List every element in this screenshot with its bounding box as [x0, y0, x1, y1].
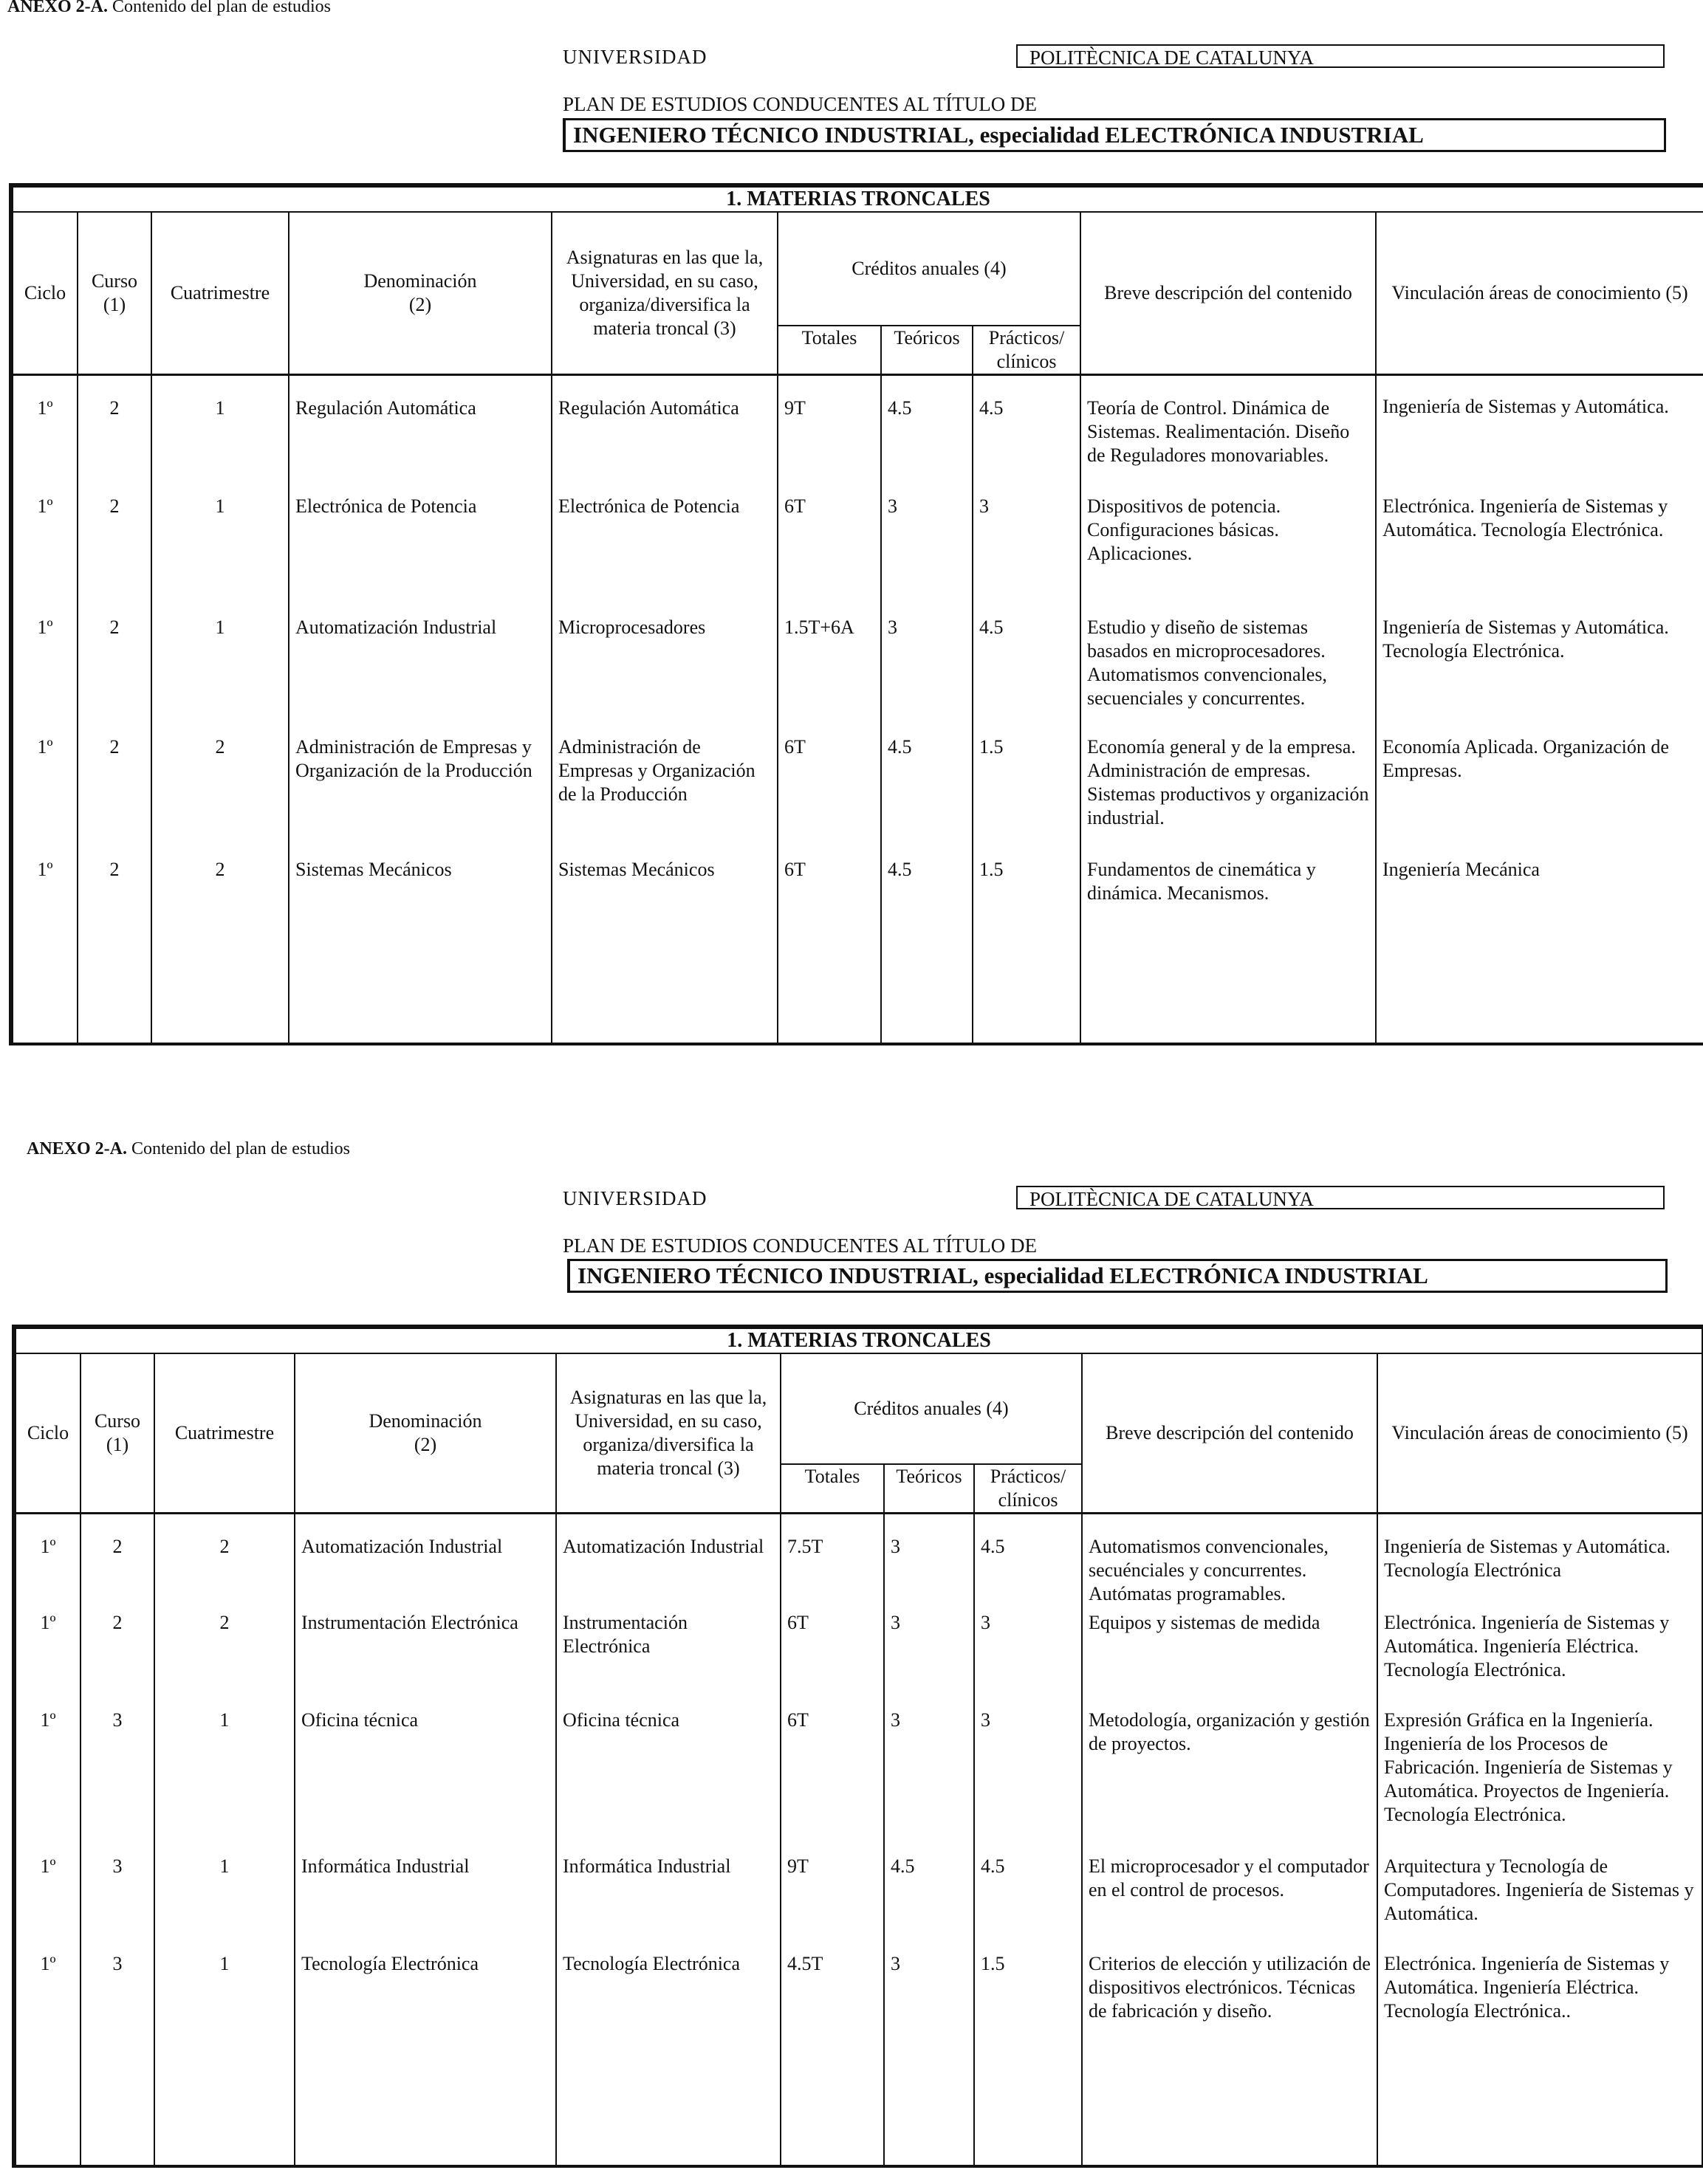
cell-cuatrimestre: 1 — [151, 375, 289, 495]
cell-practicos: 1.5 — [973, 858, 1080, 1043]
cell-teoricos: 3 — [881, 616, 973, 735]
cell-totales: 6T — [778, 735, 881, 858]
cell-vinculacion: Arquitectura y Tecnología de Computadores. Ingeniería de Sistemas y Automática. — [1377, 1855, 1702, 1952]
cell-cuatrimestre: 2 — [154, 1514, 295, 1611]
table-row — [13, 735, 1703, 858]
cell-curso: 2 — [80, 1514, 154, 1611]
cell-totales: 6T — [778, 858, 881, 1043]
cell-teoricos: 3 — [884, 1952, 974, 2166]
cell-descripcion: Equipos y sistemas de medida — [1082, 1611, 1377, 1709]
cell-practicos: 1.5 — [974, 1952, 1082, 2166]
cell-ciclo: 1º — [16, 1514, 80, 1611]
universidad-label: UNIVERSIDAD — [563, 1187, 707, 1209]
cell-practicos: 4.5 — [973, 616, 1080, 735]
cell-denominacion: Regulación Automática — [289, 375, 552, 495]
cell-vinculacion: Ingeniería de Sistemas y Automática. — [1376, 375, 1703, 495]
header-denominacion: Denominación (2) — [295, 1353, 556, 1514]
cell-vinculacion: Electrónica. Ingeniería de Sistemas y Automática. Tecnología Electrónica. — [1376, 495, 1703, 616]
cell-totales: 6T — [778, 495, 881, 616]
cell-denominacion: Tecnología Electrónica — [295, 1952, 556, 2166]
header-practicos: Prácticos/ clínicos — [974, 1464, 1082, 1514]
table-row — [16, 1709, 1702, 1855]
cell-cuatrimestre: 2 — [151, 735, 289, 858]
cell-cuatrimestre: 1 — [154, 1952, 295, 2166]
cell-teoricos: 3 — [881, 495, 973, 616]
cell-denominacion: Administración de Empresas y Organización de la Producción — [289, 735, 552, 858]
cell-asignatura: Administración de Empresas y Organización de la Producción — [552, 735, 778, 858]
header-totales: Totales — [778, 326, 881, 375]
cell-descripcion: Dispositivos de potencia. Configuraciones básicas. Aplicaciones. — [1080, 495, 1376, 616]
cell-cuatrimestre: 2 — [151, 858, 289, 1043]
cell-vinculacion: Ingeniería de Sistemas y Automática. Tecnología Electrónica. — [1376, 616, 1703, 735]
table-row — [16, 1514, 1702, 1611]
cell-curso: 3 — [80, 1709, 154, 1855]
cell-vinculacion: Electrónica. Ingeniería de Sistemas y Automática. Ingeniería Eléctrica. Tecnología Electrónica.. — [1377, 1952, 1702, 2166]
cell-denominacion: Informática Industrial — [295, 1855, 556, 1952]
table-row — [16, 1611, 1702, 1709]
cell-ciclo: 1º — [13, 735, 78, 858]
cell-curso: 3 — [80, 1855, 154, 1952]
cell-denominacion: Sistemas Mecánicos — [289, 858, 552, 1043]
cell-descripcion: Teoría de Control. Dinámica de Sistemas. Realimentación. Diseño de Reguladores monovariables. — [1080, 375, 1376, 495]
cell-vinculacion: Ingeniería Mecánica — [1376, 858, 1703, 1043]
titulo-box: INGENIERO TÉCNICO INDUSTRIAL, especialidad ELECTRÓNICA INDUSTRIAL — [563, 118, 1666, 152]
header-ciclo: Ciclo — [13, 212, 78, 375]
cell-curso: 2 — [78, 616, 151, 735]
cell-denominacion: Oficina técnica — [295, 1709, 556, 1855]
cell-descripcion: Criterios de elección y utilización de dispositivos electrónicos. Técnicas de fabricación y diseño. — [1082, 1952, 1377, 2166]
cell-denominacion: Electrónica de Potencia — [289, 495, 552, 616]
table-caption: 1. MATERIAS TRONCALES — [13, 187, 1703, 212]
cell-descripcion: Metodología, organización y gestión de proyectos. — [1082, 1709, 1377, 1855]
cell-vinculacion: Expresión Gráfica en la Ingeniería. Ingeniería de los Procesos de Fabricación. Ingeniería de Sistemas y Automática. Proyectos de Ingeniería. Tecnología Electrónica. — [1377, 1709, 1702, 1855]
cell-ciclo: 1º — [16, 1952, 80, 2166]
cell-asignatura: Microprocesadores — [552, 616, 778, 735]
plan-label: PLAN DE ESTUDIOS CONDUCENTES AL TÍTULO DE — [563, 93, 1037, 115]
cell-asignatura: Tecnología Electrónica — [556, 1952, 781, 2166]
cell-ciclo: 1º — [13, 858, 78, 1043]
header-creditos: Créditos anuales (4) — [778, 212, 1080, 326]
cell-denominacion: Automatización Industrial — [289, 616, 552, 735]
plan-label: PLAN DE ESTUDIOS CONDUCENTES AL TÍTULO DE — [563, 1234, 1037, 1257]
cell-descripcion: El microprocesador y el computador en el control de procesos. — [1082, 1855, 1377, 1952]
header-curso: Curso (1) — [80, 1353, 154, 1514]
anexo-heading: ANEXO 2-A. Contenido del plan de estudios — [27, 1139, 350, 1158]
cell-practicos: 4.5 — [974, 1855, 1082, 1952]
table-caption: 1. MATERIAS TRONCALES — [16, 1328, 1702, 1353]
cell-descripcion: Automatismos convencionales, secuénciales y concurrentes. Autómatas programables. — [1082, 1514, 1377, 1611]
cell-cuatrimestre: 1 — [151, 495, 289, 616]
cell-practicos: 4.5 — [973, 375, 1080, 495]
header-teoricos: Teóricos — [881, 326, 973, 375]
cell-curso: 2 — [78, 375, 151, 495]
cell-vinculacion: Electrónica. Ingeniería de Sistemas y Automática. Ingeniería Eléctrica. Tecnología Electrónica. — [1377, 1611, 1702, 1709]
cell-denominacion: Instrumentación Electrónica — [295, 1611, 556, 1709]
cell-teoricos: 4.5 — [881, 858, 973, 1043]
header-practicos: Prácticos/ clínicos — [973, 326, 1080, 375]
cell-ciclo: 1º — [16, 1611, 80, 1709]
cell-practicos: 4.5 — [974, 1514, 1082, 1611]
table-row — [13, 616, 1703, 735]
header-denominacion: Denominación (2) — [289, 212, 552, 375]
cell-asignatura: Electrónica de Potencia — [552, 495, 778, 616]
cell-totales: 1.5T+6A — [778, 616, 881, 735]
cell-practicos: 3 — [973, 495, 1080, 616]
table-row — [16, 1952, 1702, 2166]
cell-cuatrimestre: 1 — [154, 1709, 295, 1855]
cell-asignatura: Oficina técnica — [556, 1709, 781, 1855]
cell-totales: 7.5T — [781, 1514, 884, 1611]
anexo-heading: ANEXO 2-A. Contenido del plan de estudios — [7, 0, 331, 16]
cell-practicos: 1.5 — [973, 735, 1080, 858]
cell-curso: 2 — [78, 735, 151, 858]
cell-totales: 9T — [778, 375, 881, 495]
cell-totales: 6T — [781, 1709, 884, 1855]
header-cuatrimestre: Cuatrimestre — [154, 1353, 295, 1514]
universidad-label: UNIVERSIDAD — [563, 46, 707, 68]
materias-troncales-table — [15, 1328, 1703, 2165]
header-descripcion: Breve descripción del contenido — [1080, 212, 1376, 375]
cell-practicos: 3 — [974, 1611, 1082, 1709]
cell-teoricos: 3 — [884, 1514, 974, 1611]
header-asignaturas: Asignaturas en las que la, Universidad, en su caso, organiza/diversifica la materia troncal (3) — [556, 1353, 781, 1514]
cell-ciclo: 1º — [13, 495, 78, 616]
table-row — [13, 495, 1703, 616]
table-row — [13, 858, 1703, 1043]
titulo-box: INGENIERO TÉCNICO INDUSTRIAL, especialidad ELECTRÓNICA INDUSTRIAL — [567, 1259, 1668, 1293]
cell-vinculacion: Economía Aplicada. Organización de Empresas. — [1376, 735, 1703, 858]
cell-denominacion: Automatización Industrial — [295, 1514, 556, 1611]
cell-teoricos: 3 — [884, 1709, 974, 1855]
header-asignaturas: Asignaturas en las que la, Universidad, en su caso, organiza/diversifica la materia troncal (3) — [552, 212, 778, 375]
header-totales: Totales — [781, 1464, 884, 1514]
cell-cuatrimestre: 1 — [154, 1855, 295, 1952]
header-vinculacion: Vinculación áreas de conocimiento (5) — [1377, 1353, 1702, 1514]
cell-teoricos: 4.5 — [884, 1855, 974, 1952]
header-vinculacion: Vinculación áreas de conocimiento (5) — [1376, 212, 1703, 375]
table-row — [13, 375, 1703, 495]
cell-curso: 2 — [78, 495, 151, 616]
cell-curso: 2 — [80, 1611, 154, 1709]
cell-totales: 4.5T — [781, 1952, 884, 2166]
cell-cuatrimestre: 1 — [151, 616, 289, 735]
cell-ciclo: 1º — [16, 1855, 80, 1952]
header-teoricos: Teóricos — [884, 1464, 974, 1514]
cell-descripcion: Economía general y de la empresa. Administración de empresas. Sistemas productivos y organización industrial. — [1080, 735, 1376, 858]
cell-vinculacion: Ingeniería de Sistemas y Automática. Tecnología Electrónica — [1377, 1514, 1702, 1611]
cell-curso: 2 — [78, 858, 151, 1043]
cell-asignatura: Sistemas Mecánicos — [552, 858, 778, 1043]
cell-ciclo: 1º — [16, 1709, 80, 1855]
cell-asignatura: Instrumentación Electrónica — [556, 1611, 781, 1709]
cell-descripcion: Estudio y diseño de sistemas basados en microprocesadores. Automatismos convencionales, secuenciales y concurrentes. — [1080, 616, 1376, 735]
materias-troncales-table — [12, 186, 1703, 1043]
universidad-value: POLITÈCNICA DE CATALUNYA — [1016, 1186, 1665, 1209]
cell-ciclo: 1º — [13, 375, 78, 495]
cell-descripcion: Fundamentos de cinemática y dinámica. Mecanismos. — [1080, 858, 1376, 1043]
cell-asignatura: Informática Industrial — [556, 1855, 781, 1952]
header-descripcion: Breve descripción del contenido — [1082, 1353, 1377, 1514]
header-cuatrimestre: Cuatrimestre — [151, 212, 289, 375]
cell-cuatrimestre: 2 — [154, 1611, 295, 1709]
cell-totales: 9T — [781, 1855, 884, 1952]
cell-teoricos: 3 — [884, 1611, 974, 1709]
cell-asignatura: Regulación Automática — [552, 375, 778, 495]
cell-asignatura: Automatización Industrial — [556, 1514, 781, 1611]
header-creditos: Créditos anuales (4) — [781, 1353, 1082, 1464]
header-curso: Curso (1) — [78, 212, 151, 375]
header-ciclo: Ciclo — [16, 1353, 80, 1514]
table-row — [16, 1855, 1702, 1952]
cell-curso: 3 — [80, 1952, 154, 2166]
cell-teoricos: 4.5 — [881, 375, 973, 495]
cell-ciclo: 1º — [13, 616, 78, 735]
cell-totales: 6T — [781, 1611, 884, 1709]
universidad-value: POLITÈCNICA DE CATALUNYA — [1016, 44, 1665, 68]
cell-teoricos: 4.5 — [881, 735, 973, 858]
cell-practicos: 3 — [974, 1709, 1082, 1855]
